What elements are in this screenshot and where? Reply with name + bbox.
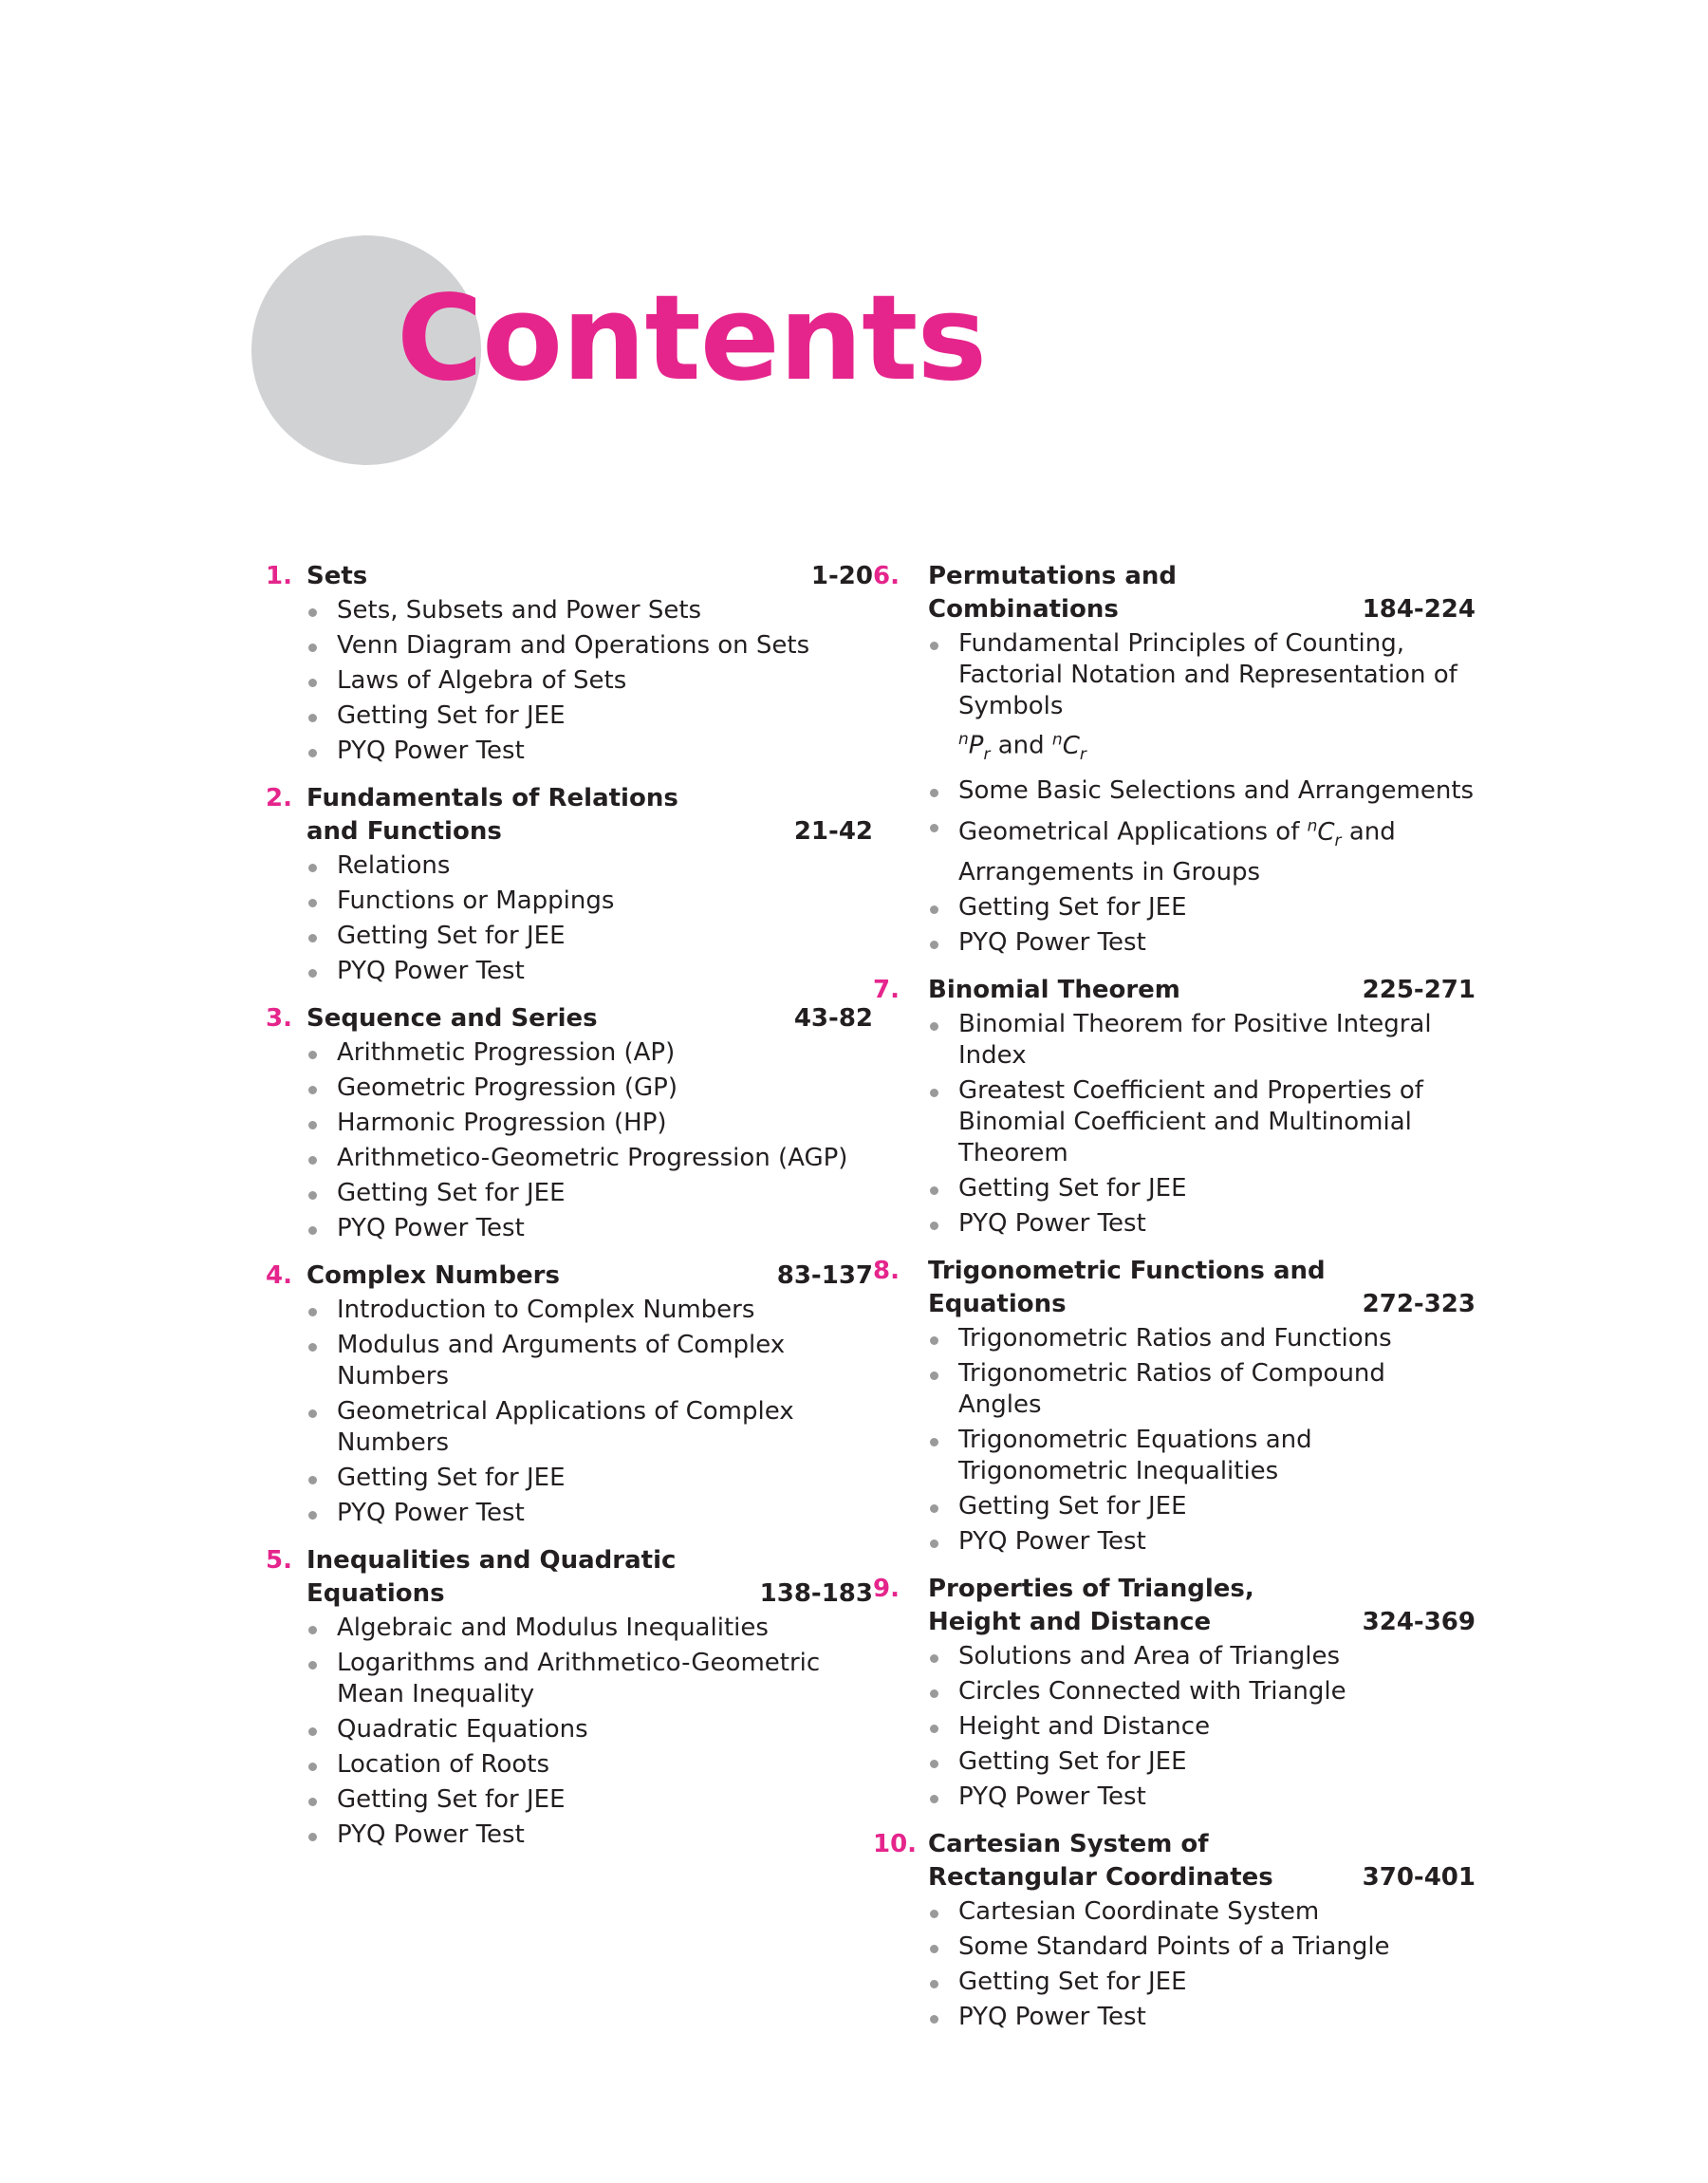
topic-item [928, 1782, 1476, 1813]
chapter-number: 9. [873, 1574, 900, 1603]
topic-label: Binomial Theorem for Positive Integral Index [958, 1009, 1432, 1070]
topic-label: Getting Set for JEE [337, 1464, 566, 1492]
topic-label: Laws of Algebra of Sets [337, 666, 627, 695]
topic-list [887, 1896, 1476, 2033]
bullet-icon [308, 969, 317, 978]
topic-label: Functions or Mappings [337, 886, 615, 915]
topic-item [306, 1498, 873, 1529]
bullet-icon [308, 1086, 317, 1094]
topic-item [928, 1009, 1476, 1072]
bullet-icon [930, 1371, 938, 1380]
topic-item: Geometrical Applications of $^nC_r$ and Arrangements in Groups [928, 811, 1476, 888]
bullet-icon [308, 608, 317, 617]
chapter-heading [266, 560, 873, 593]
topic-item [306, 1396, 873, 1459]
topic-label: Greatest Coefficient and Properties of Binomial Coefficient and Multinomial Theorem [958, 1075, 1423, 1167]
bullet-icon [930, 1725, 938, 1733]
topic-item [928, 1526, 1476, 1558]
bullet-icon [308, 1409, 317, 1418]
bullet-icon [308, 1763, 317, 1771]
bullet-icon [308, 749, 317, 757]
topic-item [928, 1425, 1476, 1487]
chapter-number: 5. [266, 1546, 292, 1575]
chapter-number: 8. [873, 1256, 900, 1285]
bullet-icon [308, 1798, 317, 1806]
bullet-icon [308, 1626, 317, 1634]
topic-item [306, 1037, 873, 1069]
topic-list [266, 1037, 873, 1244]
topic-list [266, 1295, 873, 1529]
chapter-heading [266, 1544, 873, 1611]
chapter-number: 2. [266, 784, 292, 812]
topic-item [928, 1173, 1476, 1204]
topic-label: Logarithms and Arithmetico-Geometric Mean Inequality [337, 1649, 821, 1708]
bullet-icon [930, 1089, 938, 1097]
topic-item [306, 1749, 873, 1781]
topic-label-continued: and Arrangements in Groups [958, 817, 1396, 886]
chapter-number: 4. [266, 1261, 292, 1290]
bullet-icon [930, 1186, 938, 1195]
bullet-icon [308, 1156, 317, 1165]
topic-label: Quadratic Equations [337, 1715, 588, 1744]
chapter-title: Binomial Theorem [928, 975, 1180, 1004]
chapter-entry [266, 1544, 873, 1851]
topic-item [306, 595, 873, 626]
topic-item [306, 1178, 873, 1209]
page-title: Contents [397, 271, 987, 407]
topic-label: Trigonometric Ratios and Functions [958, 1323, 1392, 1353]
chapter-entry [873, 560, 1476, 959]
topic-label: Algebraic and Modulus Inequalities [337, 1614, 769, 1642]
chapter-heading [873, 1573, 1476, 1639]
chapter-title: Cartesian System of Rectangular Coordinates [928, 1829, 1273, 1892]
bullet-icon [930, 1336, 938, 1345]
bullet-icon [308, 1661, 317, 1670]
topic-label: Getting Set for JEE [337, 1785, 566, 1814]
bullet-icon [930, 642, 938, 650]
topic-item [306, 1648, 873, 1710]
bullet-icon [308, 1511, 317, 1520]
topic-item [306, 850, 873, 882]
topic-item [928, 1641, 1476, 1672]
topic-item [306, 1143, 873, 1174]
chapter-number: 6. [873, 562, 900, 590]
topic-label: Circles Connected with Triangle [958, 1676, 1346, 1706]
bullet-icon [930, 824, 938, 832]
topic-item [928, 892, 1476, 924]
chapter-pages: 225-271 [1362, 975, 1476, 1004]
topic-item [306, 736, 873, 767]
bullet-icon [930, 1022, 938, 1031]
topic-label: Location of Roots [337, 1750, 550, 1779]
chapter-heading [873, 974, 1476, 1007]
topic-label: Getting Set for JEE [337, 922, 566, 950]
chapter-pages: 138-183 [759, 1579, 873, 1608]
bullet-icon [308, 864, 317, 872]
chapter-pages: 324-369 [1362, 1607, 1476, 1636]
chapter-number: 10. [873, 1829, 918, 1858]
bullet-icon [930, 1689, 938, 1698]
topic-label: Cartesian Coordinate System [958, 1896, 1320, 1926]
topic-item [306, 665, 873, 697]
topic-item [928, 1491, 1476, 1522]
topic-list [266, 1613, 873, 1851]
chapter-title: Permutations and Combinations [928, 562, 1177, 624]
topic-item [928, 2002, 1476, 2033]
bullet-icon [930, 1760, 938, 1768]
topic-label: Getting Set for JEE [337, 1179, 566, 1207]
bullet-icon [930, 789, 938, 797]
topic-label: PYQ Power Test [337, 957, 525, 985]
topic-label: Trigonometric Equations and Trigonometric Inequalities [958, 1425, 1312, 1485]
chapter-title: Fundamentals of Relations and Functions [306, 784, 678, 846]
topic-label: Relations [337, 851, 451, 880]
chapter-entry [266, 1259, 873, 1529]
topic-item [928, 1711, 1476, 1743]
chapter-title: Trigonometric Functions and Equations [928, 1256, 1326, 1318]
bullet-icon [308, 934, 317, 942]
topic-label: Arithmetic Progression (AP) [337, 1038, 676, 1067]
topic-item [928, 927, 1476, 959]
topic-list [887, 1641, 1476, 1813]
chapter-pages: 1-20 [810, 562, 873, 590]
chapter-pages: 21-42 [793, 817, 873, 846]
topic-item [928, 1746, 1476, 1778]
contents-column-left [266, 560, 873, 1866]
chapter-number: 1. [266, 562, 292, 590]
topic-item [306, 1213, 873, 1244]
topic-label: Geometrical Applications of [958, 817, 1300, 847]
bullet-icon [930, 1654, 938, 1663]
bullet-icon [308, 1476, 317, 1484]
chapter-entry [873, 1828, 1476, 2033]
topic-label: PYQ Power Test [958, 2002, 1146, 2031]
bullet-icon [930, 1539, 938, 1548]
bullet-icon [308, 899, 317, 907]
topic-item [928, 1323, 1476, 1354]
topic-label: Getting Set for JEE [958, 1491, 1187, 1521]
topic-item [928, 1967, 1476, 1998]
bullet-icon [308, 1121, 317, 1129]
bullet-icon [930, 1980, 938, 1988]
chapter-title: Inequalities and Quadratic Equations [306, 1546, 677, 1608]
topic-label: PYQ Power Test [958, 1208, 1146, 1238]
chapter-number: 7. [873, 975, 900, 1004]
topic-label: Modulus and Arguments of Complex Numbers [337, 1331, 786, 1390]
symbol-notation: $^nP_r$ and $^nC_r$ [958, 730, 1086, 764]
topic-item [928, 628, 1476, 772]
topic-label: PYQ Power Test [958, 1526, 1146, 1556]
bullet-icon [308, 1226, 317, 1235]
topic-label: Sets, Subsets and Power Sets [337, 596, 702, 625]
topic-item [928, 1931, 1476, 1963]
topic-list [887, 628, 1476, 959]
topic-label: Getting Set for JEE [958, 892, 1187, 922]
topic-item [306, 1330, 873, 1392]
chapter-title: Complex Numbers [306, 1261, 560, 1290]
topic-item [306, 1295, 873, 1326]
bullet-icon [308, 679, 317, 687]
bullet-icon [308, 1308, 317, 1316]
chapter-entry [266, 782, 873, 987]
bullet-icon [930, 941, 938, 949]
topic-item [928, 1676, 1476, 1707]
bullet-icon [308, 644, 317, 652]
topic-item [306, 1108, 873, 1139]
bullet-icon [308, 1191, 317, 1200]
topic-label: Harmonic Progression (HP) [337, 1109, 667, 1137]
bullet-icon [308, 714, 317, 722]
topic-label: Geometric Progression (GP) [337, 1073, 678, 1102]
chapter-pages: 370-401 [1362, 1862, 1476, 1892]
chapter-title: Properties of Triangles, Height and Distance [928, 1574, 1254, 1636]
chapter-pages: 83-137 [776, 1261, 873, 1290]
chapter-heading [873, 1828, 1476, 1894]
topic-list [266, 850, 873, 987]
chapter-number: 3. [266, 1004, 292, 1033]
topic-label: Getting Set for JEE [958, 1746, 1187, 1776]
topic-item [306, 1463, 873, 1494]
topic-label: PYQ Power Test [337, 1499, 525, 1527]
topic-item [306, 630, 873, 662]
topic-label: Arithmetico-Geometric Progression (AGP) [337, 1144, 848, 1172]
bullet-icon [930, 1504, 938, 1513]
topic-item [306, 956, 873, 987]
topic-item [928, 1075, 1476, 1169]
topic-item [306, 921, 873, 952]
topic-label: Fundamental Principles of Counting, Factorial Notation and Representation of Symbols [958, 629, 1457, 720]
topic-item [306, 1819, 873, 1851]
topic-label: Some Basic Selections and Arrangements [958, 775, 1475, 805]
chapter-heading [266, 1002, 873, 1036]
topic-label: PYQ Power Test [337, 1214, 525, 1242]
topic-label: PYQ Power Test [337, 1820, 525, 1849]
bullet-icon [930, 1222, 938, 1230]
chapter-heading [266, 1259, 873, 1293]
bullet-icon [930, 2015, 938, 2024]
bullet-icon [930, 1910, 938, 1918]
chapter-pages: 272-323 [1362, 1289, 1476, 1318]
bullet-icon [308, 1833, 317, 1841]
chapter-title: Sets [306, 562, 368, 590]
topic-label: Trigonometric Ratios of Compound Angles [958, 1358, 1385, 1419]
topic-label: Some Standard Points of a Triangle [958, 1931, 1390, 1961]
topic-item [306, 1073, 873, 1104]
chapter-pages: 43-82 [793, 1004, 873, 1033]
topic-item [928, 1896, 1476, 1928]
topic-item [928, 775, 1476, 807]
chapter-entry [266, 1002, 873, 1244]
topic-item [306, 1784, 873, 1816]
chapter-entry [873, 974, 1476, 1240]
topic-list [887, 1323, 1476, 1558]
chapter-entry [873, 1255, 1476, 1558]
chapter-heading [266, 782, 873, 849]
topic-label: Geometrical Applications of Complex Numbers [337, 1397, 794, 1457]
bullet-icon [308, 1051, 317, 1059]
topic-label: Height and Distance [958, 1711, 1211, 1741]
chapter-pages: 184-224 [1362, 595, 1476, 624]
topic-label: PYQ Power Test [958, 1782, 1146, 1811]
topic-item [306, 886, 873, 917]
topic-label: PYQ Power Test [958, 927, 1146, 957]
chapter-heading [873, 560, 1476, 626]
topic-list [887, 1009, 1476, 1240]
bullet-icon [930, 905, 938, 914]
contents-column-right [873, 560, 1476, 2048]
topic-item [928, 1208, 1476, 1240]
bullet-icon [930, 1438, 938, 1446]
chapter-heading [873, 1255, 1476, 1321]
topic-label: Venn Diagram and Operations on Sets [337, 631, 810, 660]
chapter-entry [266, 560, 873, 767]
topic-item [306, 1714, 873, 1745]
chapter-entry [873, 1573, 1476, 1813]
topic-label: Getting Set for JEE [958, 1173, 1187, 1203]
chapter-title: Sequence and Series [306, 1004, 598, 1033]
bullet-icon [308, 1727, 317, 1736]
topic-label: PYQ Power Test [337, 737, 525, 765]
bullet-icon [930, 1945, 938, 1953]
bullet-icon [930, 1795, 938, 1803]
topic-label: Solutions and Area of Triangles [958, 1641, 1340, 1670]
symbol-and: and [997, 731, 1045, 760]
topic-label: Getting Set for JEE [337, 701, 566, 730]
topic-label: Introduction to Complex Numbers [337, 1296, 755, 1324]
topic-item [928, 1358, 1476, 1421]
topic-label: Getting Set for JEE [958, 1967, 1187, 1996]
topic-list [266, 595, 873, 767]
topic-item [306, 700, 873, 732]
bullet-icon [308, 1343, 317, 1352]
topic-item [306, 1613, 873, 1644]
